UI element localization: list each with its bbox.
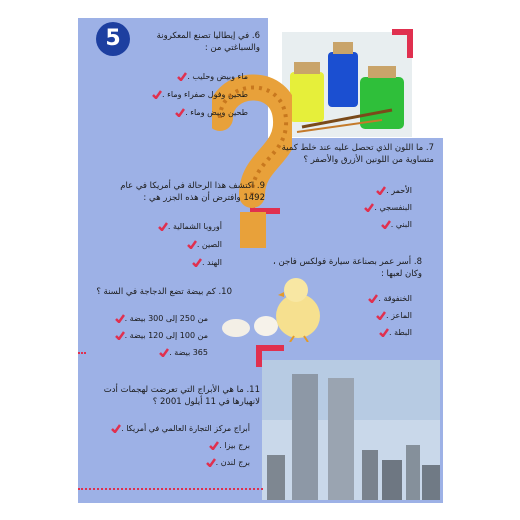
q10-option-2[interactable] bbox=[111, 331, 208, 341]
check-icon bbox=[187, 240, 197, 249]
q7-option-2-label: البنفسجي . bbox=[374, 203, 412, 212]
check-icon bbox=[206, 458, 216, 467]
q6-option-1[interactable] bbox=[173, 72, 248, 82]
q6-option-3-label: طحين وبيض وماء . bbox=[185, 108, 248, 117]
q10-option-3[interactable] bbox=[155, 348, 208, 358]
q11-option-2[interactable] bbox=[205, 441, 250, 451]
q9-option-1-label: أوروبا الشمالية . bbox=[167, 222, 222, 231]
check-icon bbox=[175, 108, 185, 117]
check-icon bbox=[192, 258, 202, 267]
q9-option-2[interactable] bbox=[183, 240, 222, 250]
q7-option-1[interactable] bbox=[372, 186, 412, 196]
check-icon bbox=[379, 328, 389, 337]
question-11: 11. ما هي الأبراج التي تعرضت لهجمات أدت لانهيارها في 11 أيلول 2001 ؟ bbox=[103, 385, 260, 407]
twin-towers-image bbox=[262, 360, 440, 500]
q7-option-1-label: الأحمر . bbox=[386, 186, 412, 195]
q10-option-1[interactable] bbox=[111, 314, 208, 324]
q10-option-2-label: من 100 إلى 120 بيضة . bbox=[124, 331, 208, 340]
q9-option-2-label: الصين . bbox=[196, 240, 222, 249]
q7-option-3[interactable] bbox=[377, 220, 412, 230]
check-icon bbox=[376, 311, 386, 320]
q7-option-2[interactable] bbox=[360, 203, 412, 213]
q9-option-3[interactable] bbox=[188, 258, 222, 268]
q11-option-2-label: برج بيزا . bbox=[219, 441, 250, 450]
page-number-badge: 5 bbox=[96, 22, 130, 56]
check-icon bbox=[158, 222, 168, 231]
q6-option-2-label: طحين وفول صفراء وماء . bbox=[162, 90, 248, 99]
q6-option-2[interactable] bbox=[148, 90, 248, 100]
q7-option-3-label: البني . bbox=[390, 220, 412, 229]
q8-option-3-label: البطة . bbox=[388, 328, 412, 337]
question-10: 10. كم بيضة تضع الدجاجة في السنة ؟ bbox=[96, 287, 232, 297]
q8-option-3[interactable] bbox=[375, 328, 412, 338]
question-9: 9. اكتشف هذا الرحالة في أمريكا في عام 1492 وافترض أن هذه الجزر هي : bbox=[120, 181, 265, 203]
q8-option-1[interactable] bbox=[364, 294, 412, 304]
check-icon bbox=[159, 348, 169, 357]
q11-option-3[interactable] bbox=[202, 458, 250, 468]
check-icon bbox=[115, 314, 125, 323]
q8-option-2[interactable] bbox=[372, 311, 412, 321]
question-8: 8. أسر عمر بصناعة سيارة فولكس فاجن ، وكان لعبها : bbox=[273, 257, 422, 279]
q11-option-1[interactable] bbox=[107, 424, 250, 434]
check-icon bbox=[209, 441, 219, 450]
q11-option-1-label: أبراج مركز التجارة العالمي في أمريكا . bbox=[121, 424, 250, 433]
q11-option-3-label: برج لندن . bbox=[215, 458, 250, 467]
check-icon bbox=[364, 203, 374, 212]
question-6: 6. في إيطاليا تصنع المعكرونة والسباغتي من : bbox=[156, 31, 260, 53]
check-icon bbox=[381, 220, 391, 229]
q8-option-2-label: الماعز . bbox=[386, 311, 412, 320]
q10-option-3-label: 365 بيضة . bbox=[169, 348, 208, 357]
q9-option-3-label: الهند . bbox=[201, 258, 222, 267]
check-icon bbox=[115, 331, 125, 340]
q6-option-3[interactable] bbox=[171, 108, 248, 118]
dotted-line-mid bbox=[78, 352, 86, 354]
q6-option-1-label: ماء وبيض وحليب . bbox=[187, 72, 248, 81]
q10-option-1-label: من 250 إلى 300 بيضة . bbox=[124, 314, 208, 323]
check-icon bbox=[376, 186, 386, 195]
question-7: 7. ما اللون الذي تحصل عليه عند خلط كمية متساوية من اللونين الأزرق والأصفر ؟ bbox=[281, 143, 434, 165]
check-icon bbox=[177, 72, 187, 81]
dotted-line-bottom bbox=[78, 488, 263, 490]
check-icon bbox=[368, 294, 378, 303]
check-icon bbox=[111, 424, 121, 433]
check-icon bbox=[152, 90, 162, 99]
q9-option-1[interactable] bbox=[154, 222, 222, 232]
corner-bracket-top bbox=[392, 28, 414, 58]
chick-eggs-image bbox=[218, 276, 330, 342]
q8-option-1-label: الخنفوقة . bbox=[378, 294, 412, 303]
